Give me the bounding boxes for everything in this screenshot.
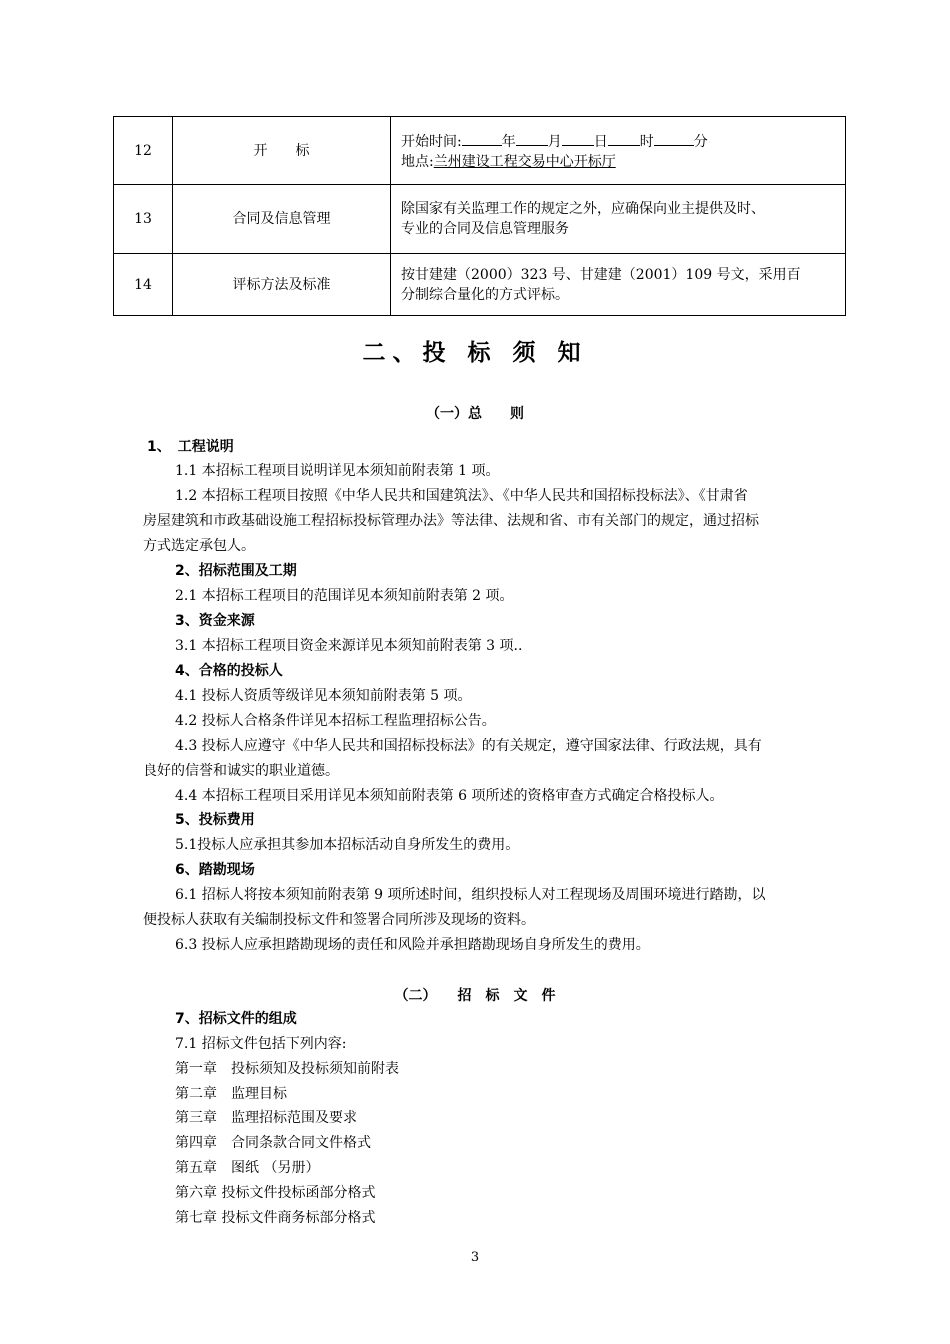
paragraph-line: 4.4 本招标工程项目采用详见本须知前附表第 6 项所述的资格审查方式确定合格投标人。 (175, 788, 724, 804)
chapter-item: 第七章 投标文件商务标部分格式 (175, 1210, 376, 1226)
paragraph-line: 良好的信誉和诚实的职业道德。 (143, 763, 339, 779)
row-content-line: 专业的合同及信息管理服务 (401, 221, 569, 237)
paragraph-line: 4.1 投标人资质等级详见本须知前附表第 5 项。 (175, 688, 472, 704)
row-content (391, 185, 846, 254)
opening-place: 地点:兰州建设工程交易中心开标厅 (401, 153, 616, 170)
paragraph-line: 7.1 招标文件包括下列内容: (175, 1036, 347, 1052)
row-content-line: 除国家有关监理工作的规定之外，应确保向业主提供及时、 (401, 201, 765, 217)
clause-heading: 6、踏勘现场 (175, 862, 255, 878)
row-content-line: 分制综合量化的方式评标。 (401, 286, 569, 303)
row-number: 14 (114, 254, 173, 316)
page-number: 3 (470, 1250, 480, 1265)
clause-heading: 4、合格的投标人 (175, 663, 283, 679)
row-item-name: 评标方法及标准 (173, 254, 391, 316)
row-item-name: 合同及信息管理 (173, 185, 391, 254)
paragraph-line: 3.1 本招标工程项目资金来源详见本须知前附表第 3 项.. (175, 638, 523, 654)
clause-heading: 3、资金来源 (175, 613, 255, 629)
chapter-item: 第三章 监理招标范围及要求 (175, 1110, 357, 1126)
paragraph-line: 房屋建筑和市政基础设施工程招标投标管理办法》等法律、法规和省、市有关部门的规定，通过招标 (143, 513, 759, 529)
row-number: 13 (114, 185, 173, 254)
clause-heading: 1、 工程说明 (147, 439, 234, 455)
table-row (114, 185, 846, 254)
paragraph-line: 6.1 招标人将按本须知前附表第 9 项所述时间，组织投标人对工程现场及周围环境进行踏勘，以 (175, 887, 766, 903)
opening-time: 开始时间: 年 月 日 时 分 (401, 130, 835, 152)
section-heading: （二） 招 标 文 件 (394, 988, 556, 1004)
paragraph-line: 方式选定承包人。 (143, 538, 255, 554)
section-heading: （一）总 则 (426, 406, 524, 422)
paragraph-line: 1.2 本招标工程项目按照《中华人民共和国建筑法》、《中华人民共和国招标投标法》、《甘肃省 (175, 488, 748, 504)
chapter-item: 第一章 投标须知及投标须知前附表 (175, 1061, 399, 1077)
paragraph-line: 4.2 投标人合格条件详见本招标工程监理招标公告。 (175, 713, 496, 729)
paragraph-line: 便投标人获取有关编制投标文件和签署合同所涉及现场的资料。 (143, 912, 535, 928)
row-content (391, 254, 846, 316)
chapter-item: 第四章 合同条款合同文件格式 (175, 1135, 371, 1151)
table-row (114, 254, 846, 316)
clause-heading: 5、投标费用 (175, 812, 255, 828)
row-content (391, 117, 846, 185)
page-title: 二、投 标 须 知 (362, 340, 588, 366)
clause-heading: 2、招标范围及工期 (175, 563, 297, 579)
row-content-line: 按甘建建（2000）323 号、甘建建（2001）109 号文，采用百 (401, 266, 801, 283)
appendix-table (113, 116, 846, 316)
paragraph-line: 5.1投标人应承担其参加本招标活动自身所发生的费用。 (175, 837, 520, 853)
table-row (114, 117, 846, 185)
clause-heading: 7、招标文件的组成 (175, 1011, 297, 1027)
paragraph-line: 2.1 本招标工程项目的范围详见本须知前附表第 2 项。 (175, 588, 514, 604)
paragraph-line: 1.1 本招标工程项目说明详见本须知前附表第 1 项。 (175, 463, 500, 479)
paragraph-line: 4.3 投标人应遵守《中华人民共和国招标投标法》的有关规定，遵守国家法律、行政法规，具有 (175, 738, 762, 754)
chapter-item: 第五章 图纸 （另册） (175, 1160, 320, 1176)
row-item-name: 开 标 (173, 117, 391, 185)
chapter-item: 第六章 投标文件投标函部分格式 (175, 1185, 376, 1201)
chapter-item: 第二章 监理目标 (175, 1086, 287, 1102)
paragraph-line: 6.3 投标人应承担踏勘现场的责任和风险并承担踏勘现场自身所发生的费用。 (175, 937, 650, 953)
row-number: 12 (114, 117, 173, 185)
